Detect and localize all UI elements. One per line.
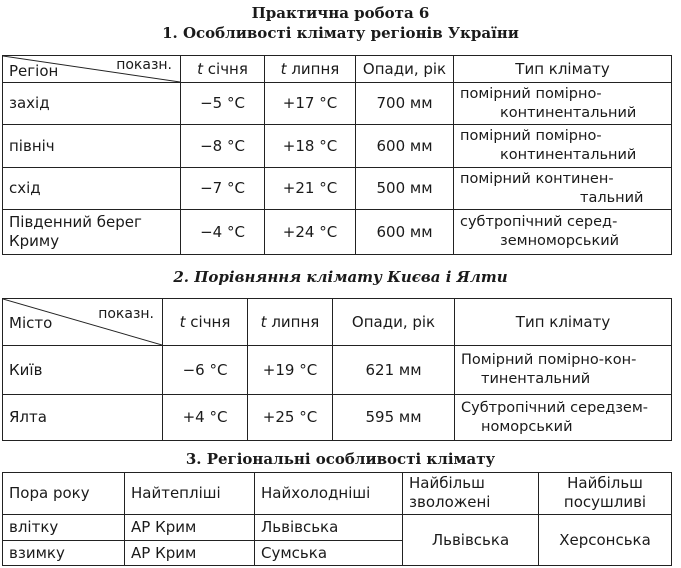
precipitation-cell: 600 мм <box>356 125 454 168</box>
header-coldest: Найхолодніші <box>255 473 403 515</box>
page-title: Практична робота 6 <box>251 4 430 22</box>
header-city: Місто <box>9 314 53 332</box>
table-row <box>3 346 672 395</box>
header-season: Пора року <box>3 473 125 515</box>
t-january-cell: −6 °C <box>163 346 248 395</box>
climate-type-cell: помірний помірно- континентальний <box>454 125 672 168</box>
city-cell: Київ <box>3 346 163 395</box>
t-july-cell: +24 °C <box>265 210 356 255</box>
region-cell: північ <box>3 125 181 168</box>
header-precipitation: Опади, рік <box>333 299 455 346</box>
section1-heading: 1. Особливості клімату регіонів України <box>162 24 519 42</box>
region-cell: захід <box>3 83 181 125</box>
t-july-cell: +17 °C <box>265 83 356 125</box>
climate-type-cell: помірний континен- тальний <box>454 168 672 210</box>
precipitation-cell: 600 мм <box>356 210 454 255</box>
table-row <box>3 125 672 168</box>
table-row <box>3 210 672 255</box>
table-header-row <box>3 299 672 346</box>
header-city-indicator <box>3 299 163 346</box>
precipitation-cell: 595 мм <box>333 395 455 441</box>
driest-cell: Херсонська <box>539 515 672 566</box>
table-row <box>3 515 672 541</box>
header-climate-type: Тип клімату <box>454 56 672 83</box>
precipitation-cell: 700 мм <box>356 83 454 125</box>
t-january-cell: −5 °C <box>181 83 265 125</box>
coldest-cell: Львівська <box>255 515 403 541</box>
season-cell: взимку <box>3 541 125 566</box>
header-driest: Найбільш посушливі <box>539 473 672 515</box>
header-t-january: t січня <box>163 299 248 346</box>
header-precipitation: Опади, рік <box>356 56 454 83</box>
t-january-cell: −8 °C <box>181 125 265 168</box>
wettest-cell: Львівська <box>403 515 539 566</box>
coldest-cell: Сумська <box>255 541 403 566</box>
table-regions-climate <box>2 55 672 255</box>
header-region: Регіон <box>9 62 59 80</box>
region-cell: схід <box>3 168 181 210</box>
table-header-row <box>3 473 672 515</box>
header-indicators: показн. <box>98 306 154 322</box>
table-row <box>3 395 672 441</box>
header-t-july: t липня <box>265 56 356 83</box>
t-july-cell: +25 °C <box>248 395 333 441</box>
t-january-cell: +4 °C <box>163 395 248 441</box>
table-kyiv-yalta <box>2 298 672 441</box>
header-warmest: Найтепліші <box>125 473 255 515</box>
climate-type-cell: Помірний помірно-кон- тинентальний <box>455 346 672 395</box>
t-january-cell: −4 °C <box>181 210 265 255</box>
precipitation-cell: 621 мм <box>333 346 455 395</box>
table-regional-features <box>2 472 672 566</box>
climate-type-cell: субтропічний серед- земноморський <box>454 210 672 255</box>
header-climate-type: Тип клімату <box>455 299 672 346</box>
header-wettest: Найбільш зволожені <box>403 473 539 515</box>
warmest-cell: АР Крим <box>125 541 255 566</box>
header-indicators: показн. <box>116 57 172 73</box>
region-cell: Південний берег Криму <box>3 210 181 255</box>
header-t-january: t січня <box>181 56 265 83</box>
warmest-cell: АР Крим <box>125 515 255 541</box>
section3-heading: 3. Регіональні особливості клімату <box>185 450 496 468</box>
t-january-cell: −7 °C <box>181 168 265 210</box>
season-cell: влітку <box>3 515 125 541</box>
header-t-july: t липня <box>248 299 333 346</box>
header-region-indicator <box>3 56 181 83</box>
table-row <box>3 83 672 125</box>
table-row <box>3 168 672 210</box>
t-july-cell: +19 °C <box>248 346 333 395</box>
t-july-cell: +21 °C <box>265 168 356 210</box>
table-header-row <box>3 56 672 83</box>
climate-type-cell: помірний помірно- континентальний <box>454 83 672 125</box>
section2-heading: 2. Порівняння клімату Києва і Ялти <box>173 268 508 286</box>
precipitation-cell: 500 мм <box>356 168 454 210</box>
climate-type-cell: Субтропічний середзем- номорський <box>455 395 672 441</box>
t-july-cell: +18 °C <box>265 125 356 168</box>
city-cell: Ялта <box>3 395 163 441</box>
